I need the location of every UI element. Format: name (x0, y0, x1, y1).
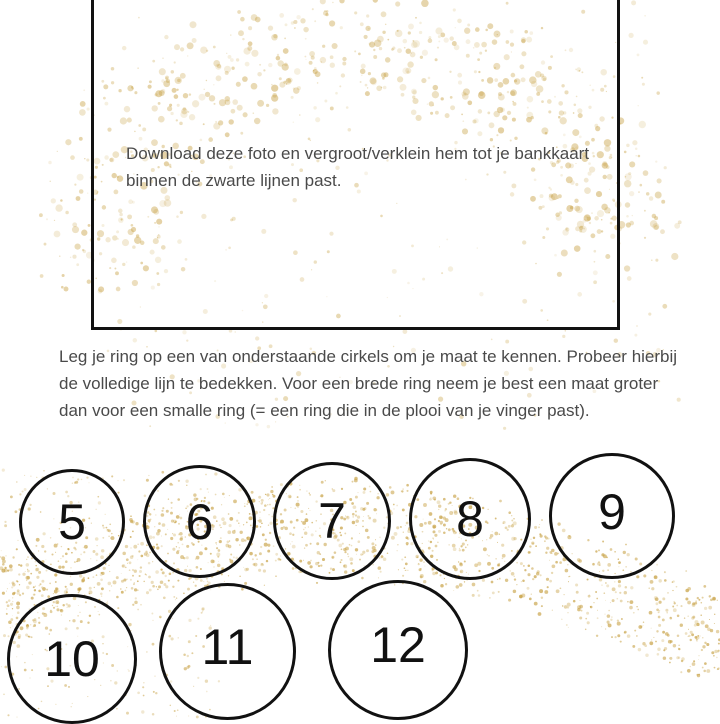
ring-size-7[interactable] (273, 462, 391, 580)
bankcard-instruction: Download deze foto en vergroot/verklein hem tot je bankkaart binnen de zwarte lijnen past. (126, 144, 590, 190)
ring-size-9[interactable] (549, 453, 675, 579)
ring-size-6[interactable] (143, 465, 256, 578)
ring-size-label: 12 (370, 617, 426, 673)
ring-size-12[interactable] (328, 580, 468, 720)
ring-size-label: 5 (58, 494, 86, 550)
ring-size-5[interactable] (19, 469, 125, 575)
ring-size-label: 7 (318, 493, 346, 549)
ring-size-11[interactable] (159, 583, 296, 720)
ring-size-label: 9 (598, 484, 626, 540)
ring-size-label: 10 (44, 631, 100, 687)
ring-size-label: 11 (201, 618, 254, 675)
ring-size-label: 6 (185, 493, 214, 550)
ring-size-10[interactable] (7, 594, 137, 724)
ring-size-8[interactable] (409, 458, 531, 580)
ring-instructions: Leg je ring op een van onderstaande cirkels om je maat te kennen. Probeer hierbij de volledige lijn te bedekken. Voor een brede ring neem je best een maat groter dan voor een smalle ring (= een ring die in de plooi van je vinger past). (59, 347, 678, 420)
ring-size-label: 8 (456, 491, 484, 547)
